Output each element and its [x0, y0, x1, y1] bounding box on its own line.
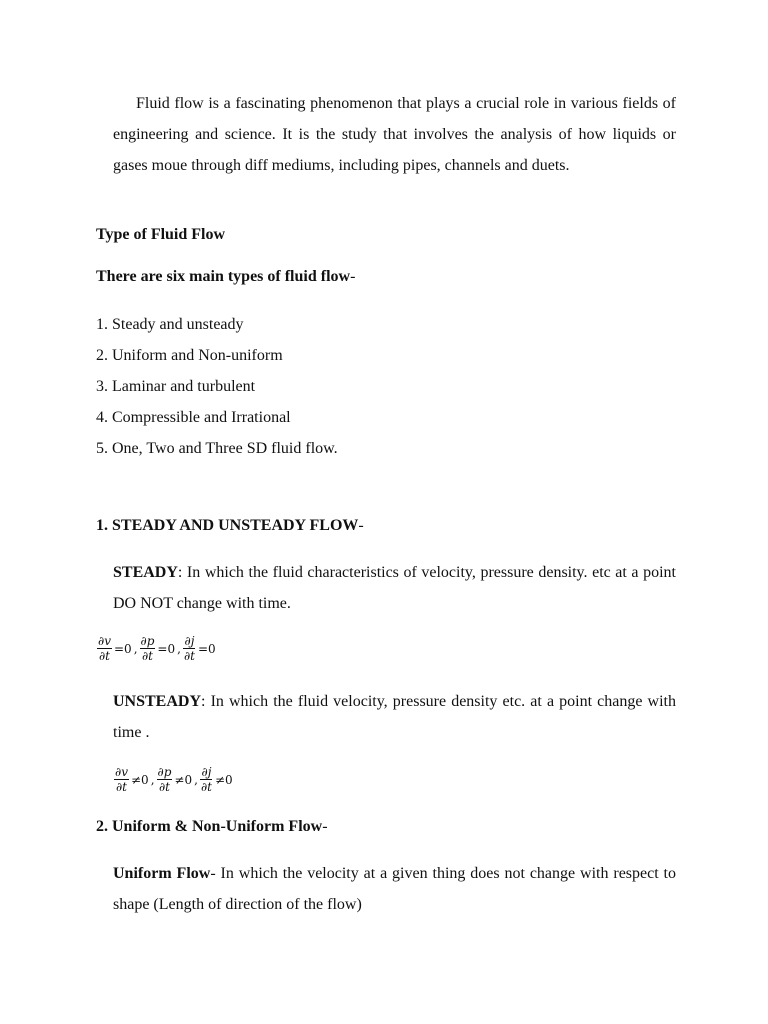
uniform-term: Uniform Flow: [113, 865, 211, 882]
steady-equation: [96, 634, 217, 663]
numerator: ∂v: [115, 765, 128, 779]
unsteady-equation: [113, 765, 234, 794]
denominator: ∂t: [115, 780, 127, 794]
six-types-heading-dash: -: [350, 268, 356, 285]
relation: ≠0: [130, 772, 149, 787]
section-2-heading: [96, 818, 328, 836]
denominator: ∂t: [183, 649, 195, 663]
separator: ,: [150, 772, 155, 787]
relation: =0: [197, 641, 216, 656]
denominator: ∂t: [158, 780, 170, 794]
numerator: ∂j: [184, 634, 195, 648]
intro-paragraph: Fluid flow is a fascinating phenomenon that plays a crucial role in various fields of engineering and science. It is the study that involves the analysis of how liquids or gases moue through diff mediums, including pipes, channels and duets.: [113, 95, 676, 174]
numerator: ∂j: [201, 765, 212, 779]
list-item: 2. Uniform and Non-uniform: [96, 347, 283, 364]
list-item: 3. Laminar and turbulent: [96, 378, 256, 395]
unsteady-eq-fraction-j: [200, 765, 213, 794]
six-types-heading: [96, 268, 355, 286]
numerator: ∂v: [98, 634, 111, 648]
steady-term: STEADY: [113, 564, 178, 581]
unsteady-definition: [113, 686, 676, 748]
numerator: ∂p: [140, 634, 155, 648]
steady-eq-fraction-p: [140, 634, 156, 663]
steady-text: : In which the fluid characteristics of velocity, pressure density. etc at a point DO NOT change with time.: [113, 564, 676, 612]
steady-eq-fraction-v: [97, 634, 112, 663]
steady-definition: [113, 557, 676, 619]
uniform-flow-definition: [113, 858, 676, 920]
section-2-heading-text: 2. Uniform & Non-Uniform Flow: [96, 818, 323, 835]
unsteady-eq-fraction-p: [157, 765, 173, 794]
relation: =0: [113, 641, 132, 656]
uniform-text: - In which the velocity at a given thing does not change with respect to shape (Length of direction of the flow): [113, 865, 676, 913]
denominator: ∂t: [98, 649, 110, 663]
section-1-heading: [96, 517, 364, 535]
separator: ,: [133, 641, 138, 656]
section-1-heading-dash: -: [358, 517, 364, 534]
unsteady-text: : In which the fluid velocity, pressure density etc. at a point change with time .: [113, 693, 676, 741]
six-types-heading-text: There are six main types of fluid flow: [96, 268, 351, 285]
relation: =0: [157, 641, 176, 656]
relation: ≠0: [214, 772, 233, 787]
type-of-fluid-flow-heading: Type of Fluid Flow: [96, 226, 226, 243]
steady-eq-fraction-j: [183, 634, 196, 663]
separator: ,: [177, 641, 181, 656]
separator: ,: [194, 772, 198, 787]
list-item: 1. Steady and unsteady: [96, 316, 244, 333]
unsteady-eq-fraction-v: [114, 765, 129, 794]
denominator: ∂t: [200, 780, 212, 794]
types-list: [96, 309, 338, 464]
numerator: ∂p: [157, 765, 172, 779]
section-2-heading-dash: -: [322, 818, 328, 835]
list-item: 4. Compressible and Irrational: [96, 409, 291, 426]
relation: ≠0: [174, 772, 193, 787]
denominator: ∂t: [141, 649, 153, 663]
list-item: 5. One, Two and Three SD fluid flow.: [96, 440, 338, 457]
unsteady-term: UNSTEADY: [113, 693, 202, 710]
section-1-heading-text: 1. STEADY AND UNSTEADY FLOW: [96, 517, 359, 534]
